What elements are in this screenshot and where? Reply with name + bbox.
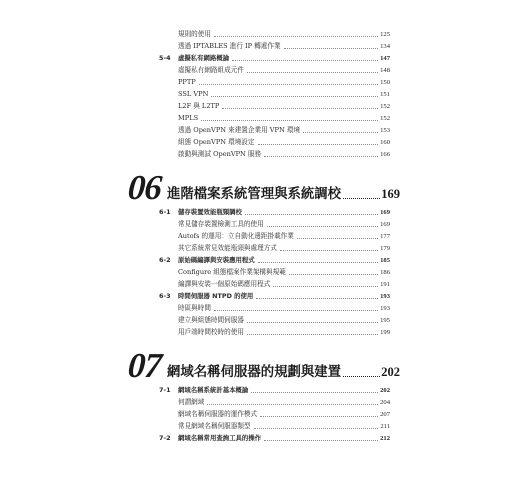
entry-page-number: 207 [380,411,390,418]
toc-entry[interactable] [178,90,390,99]
entry-page-number: 151 [380,91,390,98]
entry-page-number: 150 [380,79,390,86]
entry-page-number: 193 [380,305,390,312]
entry-page-number: 191 [380,281,390,288]
leader-dots [201,120,378,121]
entry-title: PPTP [178,78,196,86]
entry-title: 建立與組態時間伺服器 [178,316,244,324]
entry-page-number: 169 [380,221,390,228]
entry-title: 時區與時間 [178,304,211,312]
toc-entry[interactable] [178,422,390,431]
entry-title: 規則的使用 [178,30,211,38]
chapter-page-number: 169 [381,187,400,201]
toc-entry[interactable] [178,30,390,39]
entry-page-number: 204 [380,399,390,406]
entry-page-number: 179 [380,245,390,252]
toc-entry[interactable] [178,220,390,229]
entry-page-number: 148 [380,67,390,74]
leader-dots [289,274,378,275]
leader-dots [264,440,378,441]
entry-page-number: 177 [380,233,390,240]
entry-title: 用戶端時間校時的使用 [178,328,244,336]
toc-entry[interactable] [178,78,390,87]
leader-dots [260,416,378,417]
section-number: 7-1 [159,386,171,394]
leader-dots [343,376,380,377]
leader-dots [251,392,378,393]
entry-title: 組態 OpenVPN 環境設定 [178,138,255,146]
entry-page-number: 166 [380,151,390,158]
leader-dots [247,322,378,323]
entry-page-number: 134 [380,43,390,50]
toc-entry[interactable] [178,410,390,419]
toc-entry[interactable] [178,138,390,147]
toc-entry[interactable] [178,244,390,253]
toc-section-entry[interactable] [159,292,390,301]
entry-title: 網域名稱伺服器的運作模式 [178,410,258,418]
toc-entry[interactable] [178,304,390,313]
entry-title: 何謂網域 [178,398,205,406]
leader-dots [232,60,378,61]
toc-entry[interactable] [178,328,390,337]
toc-entry[interactable] [178,126,390,135]
entry-title: 啟動與測試 OpenVPN 服務 [178,150,262,158]
entry-page-number: 153 [380,127,390,134]
chapter-title: 網域名稱伺服器的規劃與建置 [167,364,342,380]
leader-dots [245,214,378,215]
entry-title: Autofs 的運用：立自動化邊距掛載作業 [178,232,294,240]
toc-section-entry[interactable] [159,256,390,265]
leader-dots [258,262,378,263]
leader-dots [214,310,378,311]
toc-entry[interactable] [178,268,390,277]
entry-title: 其它系統常見效能瓶頸與處理方式 [178,244,277,252]
chapter-number: 06 [126,168,163,207]
toc-entry[interactable] [178,398,390,407]
entry-page-number: 169 [380,209,390,216]
leader-dots [211,96,378,97]
entry-page-number: 202 [380,387,390,394]
entry-title: 常見網域名稱伺服器類型 [178,422,251,430]
leader-dots [303,132,378,133]
entry-page-number: 193 [380,293,390,300]
leader-dots [247,72,378,73]
entry-page-number: 152 [380,115,390,122]
chapter-title: 進階檔案系統管理與系統調校 [167,186,342,202]
section-number: 5-4 [159,54,171,62]
toc-entry[interactable] [178,280,390,289]
entry-page-number: 185 [380,257,390,264]
entry-title: 時間伺服器 NTPD 的使用 [178,292,254,300]
entry-title: 網域名稱系統計基本概論 [178,386,249,394]
leader-dots [343,198,380,199]
toc-entry[interactable] [178,42,390,51]
entry-title: 網域名稱常用查詢工具的操作 [178,434,262,442]
leader-dots [207,404,378,405]
toc-entry[interactable] [178,316,390,325]
entry-page-number: 147 [380,55,390,62]
entry-title: 常見儲存裝置檢測工具的使用 [178,220,264,228]
leader-dots [247,334,378,335]
toc-entry[interactable] [178,232,390,241]
entry-title: Configure 組態檔案作業架構與規範 [178,268,286,276]
entry-title: MPLS [178,114,199,122]
entry-page-number: 199 [380,329,390,336]
chapter-heading[interactable] [126,346,400,385]
section-number: 6-3 [159,292,171,300]
entry-page-number: 152 [380,103,390,110]
leader-dots [214,36,378,37]
leader-dots [284,48,379,49]
entry-title: 透過 OpenVPN 來建置企業用 VPN 環境 [178,126,301,134]
section-number: 7-2 [159,434,171,442]
toc-entry[interactable] [178,150,390,159]
entry-page-number: 195 [380,317,390,324]
leader-dots [222,108,378,109]
leader-dots [280,250,378,251]
toc-section-entry[interactable] [159,386,390,395]
toc-entry[interactable] [178,114,390,123]
entry-title: L2F 與 L2TP [178,102,220,110]
entry-title: 虛擬私有網路組成元件 [178,66,244,74]
entry-title: 原始碼編譯與安裝應用程式 [178,256,255,264]
chapter-page-number: 202 [381,365,400,379]
leader-dots [254,428,379,429]
entry-title: 儲存裝置效能瓶頸調校 [178,208,242,216]
leader-dots [256,298,378,299]
toc-section-entry[interactable] [159,54,390,63]
entry-title: 虛擬私有網路概論 [178,54,230,62]
leader-dots [264,156,378,157]
entry-page-number: 160 [380,139,390,146]
entry-title: SSL VPN [178,90,209,98]
toc-section-entry[interactable] [159,434,390,443]
chapter-heading[interactable] [126,168,400,207]
section-number: 6-1 [159,208,171,216]
leader-dots [273,286,378,287]
toc-entry[interactable] [178,66,390,75]
entry-page-number: 186 [380,269,390,276]
entry-title: 透過 IPTABLES 進行 IP 轉遞作業 [178,42,281,50]
leader-dots [297,238,378,239]
entry-page-number: 211 [380,423,390,430]
toc-section-entry[interactable] [159,208,390,217]
leader-dots [267,226,378,227]
toc-entry[interactable] [178,102,390,111]
section-number: 6-2 [159,256,171,264]
entry-title: 編譯與安裝一個原始碼應用程式 [178,280,271,288]
entry-page-number: 212 [380,435,390,442]
leader-dots [199,84,378,85]
chapter-number: 07 [126,346,163,385]
entry-page-number: 125 [380,31,390,38]
leader-dots [258,144,379,145]
